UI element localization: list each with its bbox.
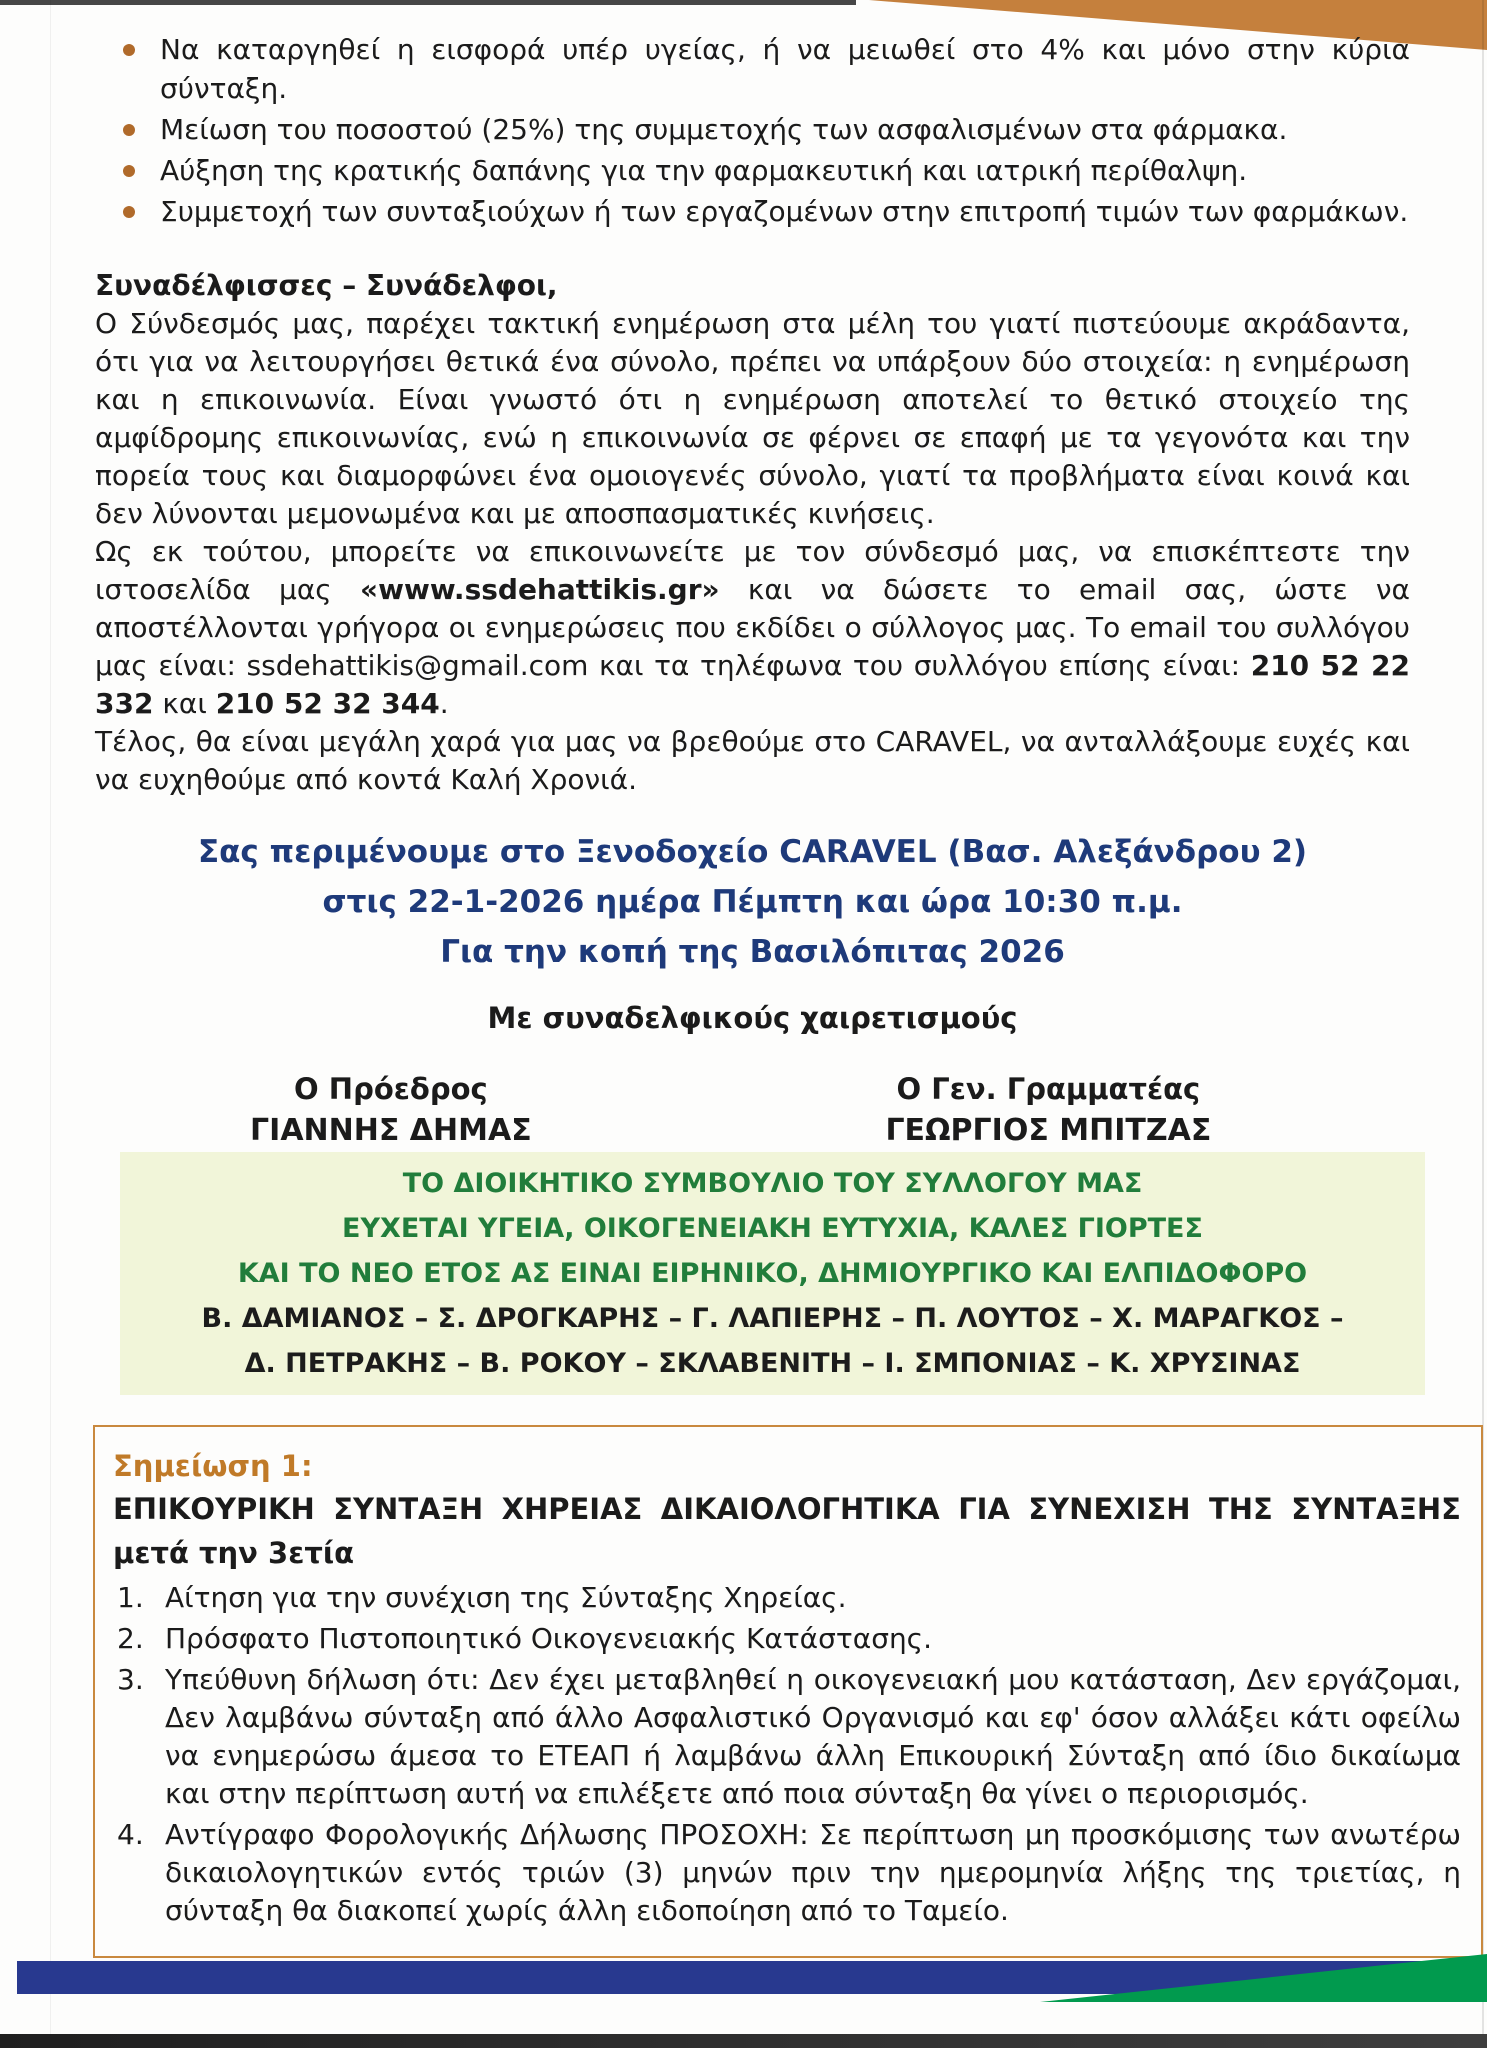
item-text: Πρόσφατο Πιστοποιητικό Οικογενειακής Κατάστασης. (165, 1622, 933, 1655)
website-url: «www.ssdehattikis.gr» (360, 573, 720, 606)
bullet-dot-icon (123, 44, 135, 56)
signature-president (95, 1069, 687, 1153)
item-number: 2. (117, 1622, 144, 1655)
list-item (113, 1579, 1461, 1617)
contact-text: . (439, 687, 449, 720)
event-announcement (95, 827, 1410, 977)
board-wish-line: ΚΑΙ ΤΟ ΝΕΟ ΕΤΟΣ ΑΣ ΕΙΝΑΙ ΕΙΡΗΝΙΚΟ, ΔΗΜΙΟΥΡΓΙΚΟ ΚΑΙ ΕΛΠΙΔΟΦΟΡΟ (237, 1258, 1308, 1289)
bottom-scan-edge-artifact (0, 2034, 1487, 2048)
phone-number-2: 210 52 32 344 (215, 687, 440, 720)
note-numbered-list (113, 1579, 1461, 1930)
signature-block (95, 1069, 1410, 1153)
note-1-box (93, 1425, 1483, 1958)
document-body (95, 30, 1410, 1153)
list-item (113, 1661, 1461, 1813)
bullet-text: Συμμετοχή των συνταξιούχων ή των εργαζομένων στην επιτροπή τιμών των φαρμάκων. (160, 195, 1409, 228)
item-text: Αντίγραφο Φορολογικής Δήλωσης ΠΡΟΣΟΧΗ: Σε περίπτωση μη προσκόμισης των ανωτέρω δικαιολογητικών εντός τριών (3) μηνών πριν την ημερομηνία λήξης της τριετίας, η σύνταξη θα διακοπεί χωρίς άλλη ειδοποίηση από το Ταμείο. (165, 1818, 1461, 1927)
note-heading: ΕΠΙΚΟΥΡΙΚΗ ΣΥΝΤΑΞΗ ΧΗΡΕΙΑΣ ΔΙΚΑΙΟΛΟΓΗΤΙΚΑ ΓΙΑ ΣΥΝΕΧΙΣΗ ΤΗΣ ΣΥΝΤΑΞΗΣ μετά την 3ετία (113, 1492, 1461, 1570)
paragraph-contact-info (95, 533, 1410, 723)
signature-secretary (687, 1069, 1410, 1153)
item-number: 4. (117, 1818, 144, 1851)
signature-title: Ο Γεν. Γραμματέας (896, 1072, 1201, 1106)
signature-name: ΓΕΩΡΓΙΟΣ ΜΠΙΤΖΑΣ (885, 1113, 1212, 1148)
board-wish-line: ΤΟ ΔΙΟΙΚΗΤΙΚΟ ΣΥΜΒΟΥΛΙΟ ΤΟΥ ΣΥΛΛΟΓΟΥ ΜΑΣ (402, 1168, 1143, 1199)
phone-number-1: 210 52 22 332 (95, 649, 1410, 720)
left-scan-line-artifact (50, 0, 51, 2048)
contact-text: και (153, 687, 216, 720)
event-line-occasion: Για την κοπή της Βασιλόπιτας 2026 (440, 934, 1065, 970)
signature-title: Ο Πρόεδρος (294, 1072, 488, 1106)
bullet-text: Να καταργηθεί η εισφορά υπέρ υγείας, ή να μειωθεί στο 4% και μόνο στην κύρια σύνταξη. (160, 33, 1410, 105)
list-item (95, 30, 1410, 108)
bullet-dot-icon (123, 124, 135, 136)
list-item (95, 151, 1410, 190)
list-item (95, 110, 1410, 149)
bullet-text: Μείωση του ποσοστού (25%) της συμμετοχής των ασφαλισμένων στα φάρμακα. (160, 113, 1288, 146)
board-members-names: Δ. ΠΕΤΡΑΚΗΣ – Β. ΡΟΚΟΥ – ΣΚΛΑΒΕΝΙΤΗ – Ι. ΣΜΠΟΝΙΑΣ – Κ. ΧΡΥΣΙΝΑΣ (244, 1348, 1301, 1379)
event-line-venue: Σας περιμένουμε στο Ξενοδοχείο CARAVEL (Βασ. Αλεξάνδρου 2) (197, 834, 1308, 870)
event-line-datetime: στις 22-1-2026 ημέρα Πέμπτη και ώρα 10:30 π.μ. (322, 884, 1183, 920)
list-item (113, 1620, 1461, 1658)
signature-name: ΓΙΑΝΝΗΣ ΔΗΜΑΣ (250, 1113, 532, 1148)
bullet-text: Αύξηση της κρατικής δαπάνης για την φαρμακευτική και ιατρική περίθαλψη. (160, 154, 1248, 187)
item-text: Υπεύθυνη δήλωση ότι: Δεν έχει μεταβληθεί η οικογενειακή μου κατάσταση, Δεν εργάζομαι, Δεν λαμβάνω σύνταξη από άλλο Ασφαλιστικό Οργανισμό και εφ' όσον αλλάξει κάτι οφείλω να ενημερώσω άμεσα το ΕΤΕΑΠ ή λαμβάνω άλλη Επικουρική Σύνταξη από ίδιο δικαίωμα και στην περίπτωση αυτή να επιλέξετε από ποια σύνταξη θα γίνει ο περιορισμός. (165, 1663, 1461, 1810)
board-members-names: Β. ΔΑΜΙΑΝΟΣ – Σ. ΔΡΟΓΚΑΡΗΣ – Γ. ΛΑΠΙΕΡΗΣ – Π. ΛΟΥΤΟΣ – Χ. ΜΑΡΑΓΚΟΣ – (201, 1303, 1344, 1334)
contact-text: Ως εκ τούτου, μπορείτε να επικοινωνείτε με τον σύνδεσμό μας, να επισκέπτεστε την ιστοσελίδα μας (95, 535, 1410, 606)
item-number: 3. (117, 1663, 144, 1696)
paragraph-closing-wishes: Τέλος, θα είναι μεγάλη χαρά για μας να βρεθούμε στο CARAVEL, να ανταλλάξουμε ευχές και να ευχηθούμε από κοντά Καλή Χρονιά. (95, 725, 1410, 796)
board-wishes-box (120, 1152, 1425, 1395)
top-scan-edge-artifact (0, 0, 856, 5)
salutation: Συναδέλφισσες – Συνάδελφοι, (95, 269, 558, 302)
closing-greeting: Με συναδελφικούς χαιρετισμούς (487, 1001, 1018, 1035)
board-wish-line: ΕΥΧΕΤΑΙ ΥΓΕΙΑ, ΟΙΚΟΓΕΝΕΙΑΚΗ ΕΥΤΥΧΙΑ, ΚΑΛΕΣ ΓΙΟΡΤΕΣ (342, 1213, 1203, 1244)
bullet-dot-icon (123, 206, 135, 218)
list-item (95, 192, 1410, 231)
paragraph-union-communication: Ο Σύνδεσμός μας, παρέχει τακτική ενημέρωση στα μέλη του γιατί πιστεύουμε ακράδαντα, ότι για να λειτουργήσει θετικά ένα σύνολο, πρέπει να υπάρξουν δύο στοιχεία: η ενημέρωση και η επικοινωνία. Είναι γνωστό ότι η ενημέρωση αποτελεί το θετικό στοιχείο της αμφίδρομης επικοινωνίας, ενώ η επικοινωνία σε φέρνει σε επαφή με τα γεγονότα και την πορεία τους και διαμορφώνει ένα ομοιογενές σύνολο, γιατί τα προβλήματα είναι κοινά και δεν λύνονται μεμονωμένα και με αποσπασματικές κινήσεις. (95, 307, 1410, 530)
demands-bullet-list (95, 30, 1410, 231)
contact-text: και να δώσετε το email σας, ώστε να αποστέλλονται γρήγορα οι ενημερώσεις που εκδίδει ο σύλλογος μας. Το email του συλλόγου μας είναι: ssdehattikis@gmail.com και τα τηλέφωνα του συλλόγου επίσης είναι: (95, 573, 1410, 682)
note-label: Σημείωση 1: (113, 1449, 313, 1483)
item-number: 1. (117, 1581, 144, 1614)
item-text: Αίτηση για την συνέχιση της Σύνταξης Χηρείας. (165, 1581, 847, 1614)
bullet-dot-icon (123, 165, 135, 177)
list-item (113, 1816, 1461, 1930)
